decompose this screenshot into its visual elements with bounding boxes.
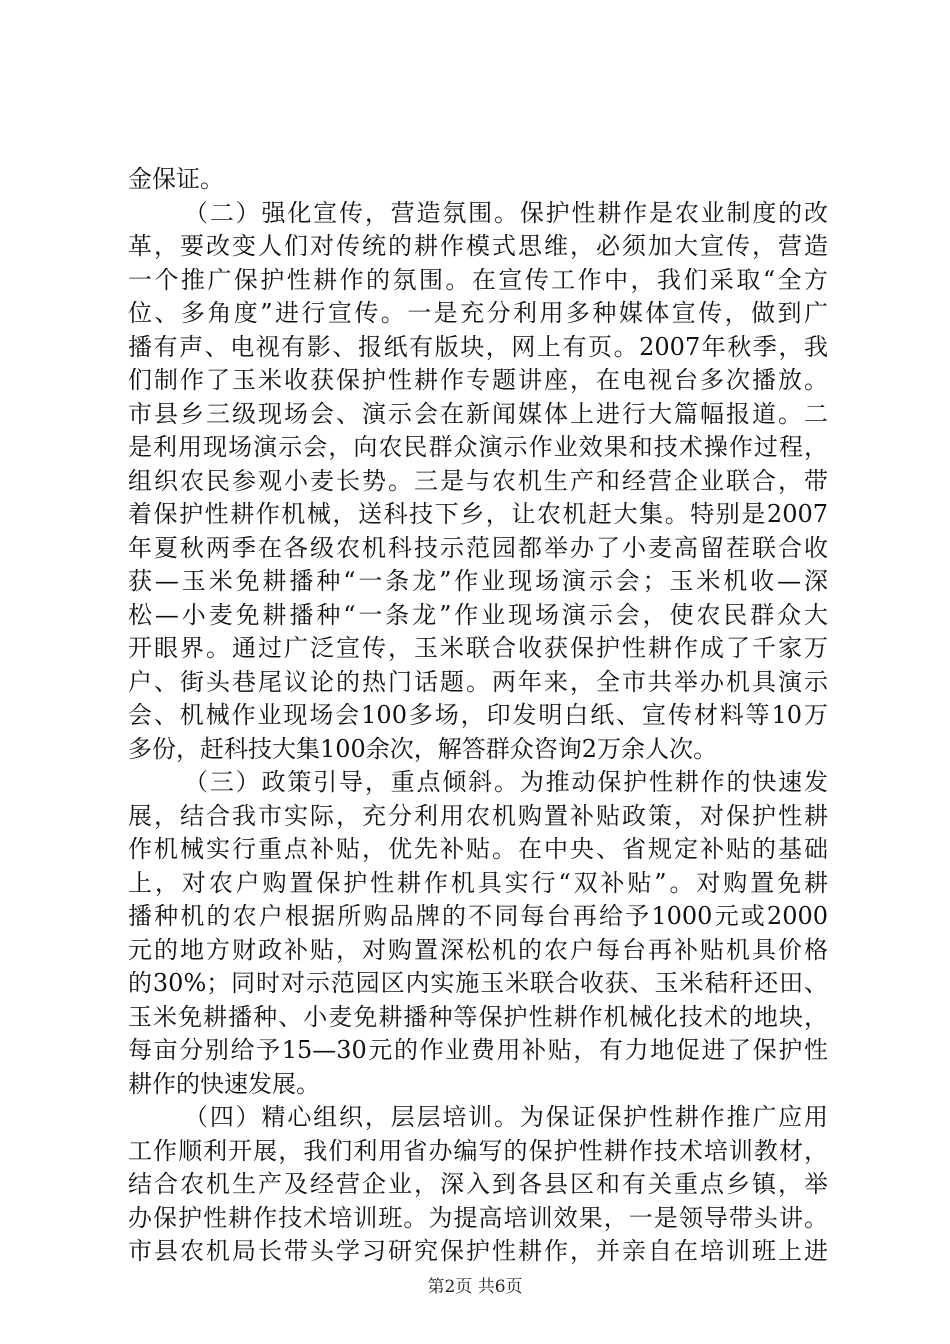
text-line: 位、多角度”进行宣传。一是充分利用多种媒体宣传，做到广 [128,299,828,327]
text-line: 会、机械作业现场会100多场，印发明白纸、宣传材料等10万 [128,701,828,729]
text-line: 的30%；同时对示范园区内实施玉米联合收获、玉米秸秆还田、 [128,969,828,997]
text-line: 着保护性耕作机械，送科技下乡，让农机赶大集。特别是2007 [128,500,828,528]
text-line: 作机械实行重点补贴，优先补贴。在中央、省规定补贴的基础 [128,835,828,863]
text-line: 市县农机局长带头学习研究保护性耕作，并亲自在培训班上进 [128,1237,828,1265]
text-line: 耕作的快速发展。 [128,1069,320,1098]
text-line: 们制作了玉米收获保护性耕作专题讲座，在电视台多次播放。 [128,366,828,394]
text-line: 年夏秋两季在各级农机科技示范园都举办了小麦高留茬联合收 [128,533,828,562]
paragraph-3-heading-line: （三）政策引导，重点倾斜。为推动保护性耕作的快速发 [184,768,828,796]
text-line: 开眼界。通过广泛宣传，玉米联合收获保护性耕作成了千家万 [128,634,828,662]
text-line: 获—玉米免耕播种“一条龙”作业现场演示会；玉米机收—深 [128,567,828,595]
text-line: 一个推广保护性耕作的氛围。在宣传工作中，我们采取“全方 [128,265,828,294]
text-line: 元的地方财政补贴，对购置深松机的农户每台再补贴机具价格 [128,935,828,964]
paragraph-2-heading-line: （二）强化宣传，营造氛围。保护性耕作是农业制度的改 [184,198,828,227]
text-line: 工作顺利开展，我们利用省办编写的保护性耕作技术培训教材， [128,1136,828,1165]
paragraph-4-heading-line: （四）精心组织，层层培训。为保证保护性耕作推广应用 [184,1103,828,1131]
text-line: 松—小麦免耕播种“一条龙”作业现场演示会，使农民群众大 [128,600,828,629]
text-line: 市县乡三级现场会、演示会在新闻媒体上进行大篇幅报道。二 [128,399,828,428]
text-line: 办保护性耕作技术培训班。为提高培训效果，一是领导带头讲。 [128,1203,828,1232]
text-line: 每亩分别给予15—30元的作业费用补贴，有力地促进了保护性 [128,1036,828,1064]
text-line: 组织农民参观小麦长势。三是与农机生产和经营企业联合，带 [128,466,828,495]
text-line: 播有声、电视有影、报纸有版块，网上有页。2007年秋季，我 [128,332,828,361]
text-line: 展，结合我市实际，充分利用农机购置补贴政策，对保护性耕 [128,801,828,830]
text-line: 是利用现场演示会，向农民群众演示作业效果和技术操作过程， [128,433,828,461]
text-line: 金保证。 [128,165,224,193]
text-line: 上，对农户购置保护性耕作机具实行“双补贴”。对购置免耕 [128,868,828,897]
text-line: 户、街头巷尾议论的热门话题。两年来，全市共举办机具演示 [128,667,828,696]
page-number-footer: 第2页 共6页 [427,1277,523,1297]
text-line: 革，要改变人们对传统的耕作模式思维，必须加大宣传，营造 [128,232,828,260]
document-body [128,163,828,1269]
text-line: 玉米免耕播种、小麦免耕播种等保护性耕作机械化技术的地块， [128,1002,828,1031]
text-line: 播种机的农户根据所购品牌的不同每台再给予1000元或2000 [128,902,828,930]
text-line: 结合农机生产及经营企业，深入到各县区和有关重点乡镇，举 [128,1170,828,1198]
text-line: 多份，赶科技大集100余次，解答群众咨询2万余人次。 [128,734,718,763]
